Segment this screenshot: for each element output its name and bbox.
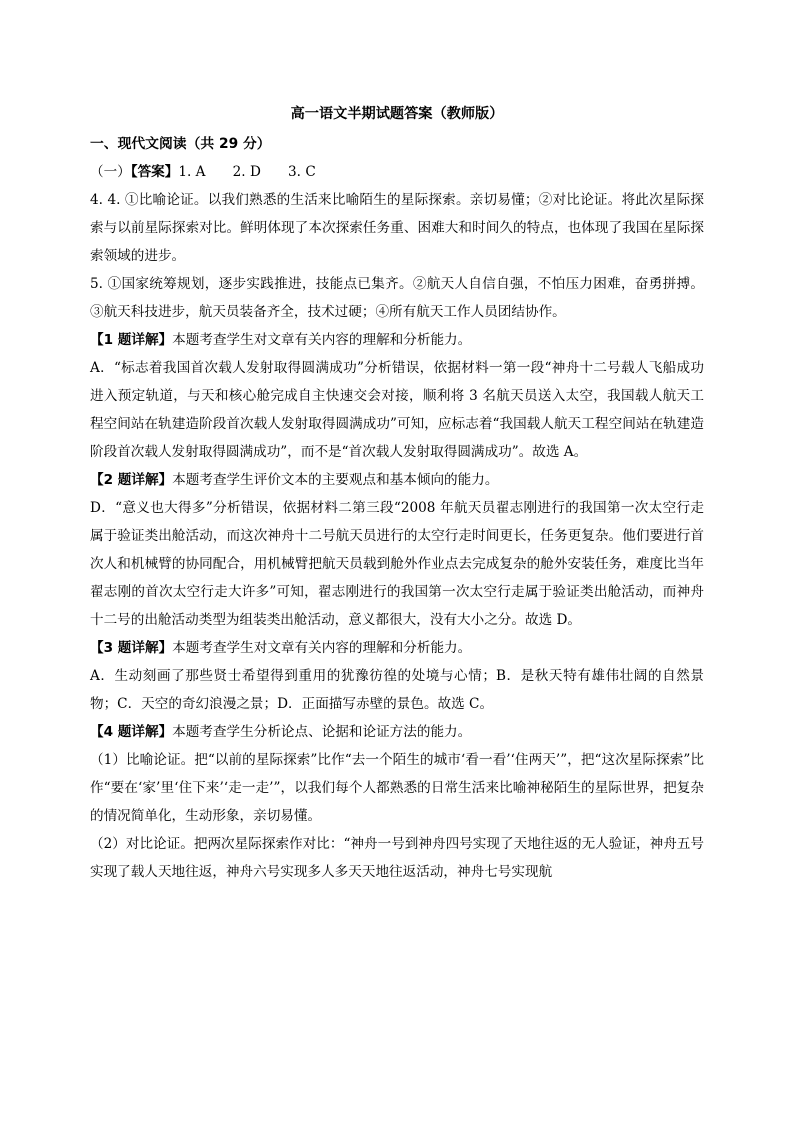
question-4-detail-point-2: （2）对比论证。把两次星际探索作对比：“神舟一号到神舟四号实现了天地往返的无人验证，神舟五号实现了载人天地往返，神舟六号实现多人多天天地往返活动，神舟七号实现航 <box>90 836 704 880</box>
question-5-answer: 5. ①国家统筹规划，逐步实践推进，技能点已集齐。②航天人自信自强，不怕压力困难，奋勇拼搏。③航天科技进步，航天员装备齐全，技术过硬；④所有航天工作人员团结协作。 <box>90 276 704 320</box>
question-3-detail-heading <box>90 634 704 662</box>
question-1-detail-body: A．“标志着我国首次载人发射取得圆满成功”分析错误，依据材料一第一段“神舟十二号载人飞船成功进入预定轨道，与天和核心舱完成自主快速交会对接，顺利将 3 名航天员送入太空，我国载人航天工程空间站在轨建造阶段首次载人发射取得圆满成功”可知，应标志着“我国载人航天工程空间站在轨建造阶段首次载人发射取得圆满成功”，而不是“首次载人发射取得圆满成功”。故选 A。 <box>90 360 704 460</box>
question-1-detail-intro: 本题考查学生对文章有关内容的理解和分析能力。 <box>172 332 472 348</box>
question-3-detail-intro: 本题考查学生对文章有关内容的理解和分析能力。 <box>172 640 472 656</box>
question-1-detail-heading <box>90 326 704 354</box>
question-4-detail-label: 【4 题详解】 <box>90 724 173 740</box>
question-1-detail-label: 【1 题详解】 <box>90 332 173 348</box>
answers-prefix: （一） <box>90 164 131 180</box>
document-page <box>90 100 704 886</box>
section-heading-modern-reading: 一、现代文阅读（共 29 分） <box>90 136 271 152</box>
question-4-detail-heading <box>90 718 704 746</box>
question-4-detail-intro: 本题考查学生分析论点、论据和论证方法的能力。 <box>172 724 472 740</box>
question-4-answer: 4. 4. ①比喻论证。以我们熟悉的生活来比喻陌生的星际探索。亲切易懂；②对比论证。将此次星际探索与以前星际探索对比。鲜明体现了本次探索任务重、困难大和时间久的特点，也体现了我国在星际探索领域的进步。 <box>90 192 704 264</box>
question-3-detail-body: A．生动刻画了那些贤士希望得到重用的犹豫彷徨的处境与心情；B．是秋天特有雄伟壮阔的自然景物；C．天空的奇幻浪漫之景；D．正面描写赤壁的景色。故选 C。 <box>90 668 704 712</box>
question-2-detail-intro: 本题考查学生评价文本的主要观点和基本倾向的能力。 <box>172 472 499 488</box>
question-2-detail-body: D．“意义也大得多”分析错误，依据材料二第三段“2008 年航天员翟志刚进行的我国第一次太空行走属于验证类出舱活动，而这次神舟十二号航天员进行的太空行走时间更长，任务更复杂。他们要进行首次人和机械臂的协同配合，用机械臂把航天员载到舱外作业点去完成复杂的舱外安装任务，难度比当年翟志刚的首次太空行走大许多”可知，翟志刚进行的我国第一次太空行走属于验证类出舱活动，而神舟十二号的出舱活动类型为组装类出舱活动，意义都很大，没有大小之分。故选 D。 <box>90 500 704 628</box>
question-2-detail-heading <box>90 466 704 494</box>
document-title: 高一语文半期试题答案（教师版） <box>290 106 504 122</box>
question-2-detail-label: 【2 题详解】 <box>90 472 173 488</box>
answers-label: 【答案】 <box>130 164 179 180</box>
answers-line <box>90 158 704 186</box>
answers-values: 1. A 2. D 3. C <box>178 164 316 180</box>
question-4-detail-point-1: （1）比喻论证。把“以前的星际探索”比作“去一个陌生的城市‘看一看’‘住两天’”，把“这次星际探索”比作“要在‘家’里‘住下来’‘走一走’”，以我们每个人都熟悉的日常生活来比喻神秘陌生的星际世界，把复杂的情况简单化，生动形象，亲切易懂。 <box>90 752 704 824</box>
question-3-detail-label: 【3 题详解】 <box>90 640 173 656</box>
